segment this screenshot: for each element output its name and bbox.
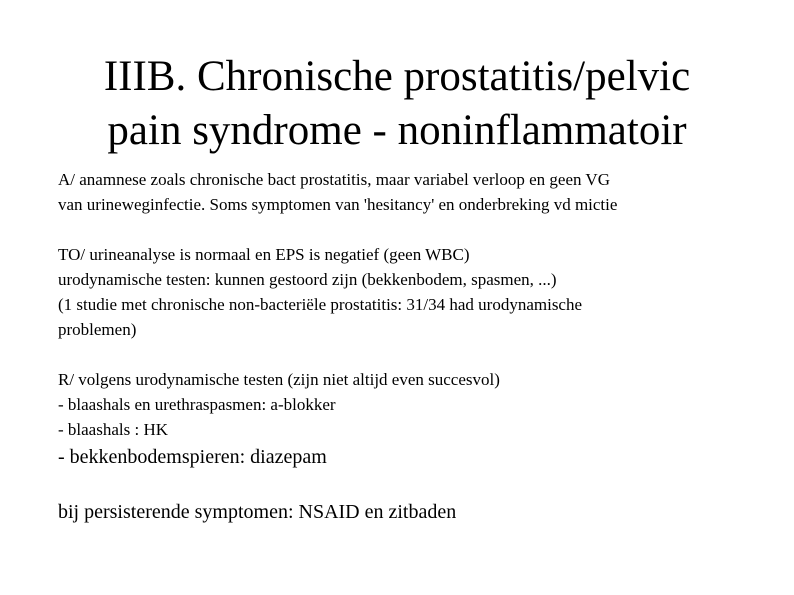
anamnese-line-2: van urineweginfectie. Soms symptomen van 'hesitancy' en onderbreking vd mictie (58, 195, 618, 214)
behandeling-line-2: - blaashals en urethraspasmen: a-blokker (58, 395, 336, 414)
behandeling-line-1: R/ volgens urodynamische testen (zijn niet altijd even succesvol) (58, 370, 500, 389)
slide-body (58, 167, 778, 527)
onderzoek-line-2: urodynamische testen: kunnen gestoord zijn (bekkenbodem, spasmen, ...) (58, 270, 557, 289)
slide-title-line-1: IIIB. Chronische prostatitis/pelvic (103, 53, 691, 100)
anamnese-line-1: A/ anamnese zoals chronische bact prostatitis, maar variabel verloop en geen VG (58, 170, 610, 189)
onderzoek-line-4: problemen) (58, 320, 137, 339)
paragraph-spacer (58, 472, 778, 497)
slide-title (40, 50, 754, 158)
onderzoek-line-1: TO/ urineanalyse is normaal en EPS is negatief (geen WBC) (58, 245, 470, 264)
behandeling-line-4: - bekkenbodemspieren: diazepam (58, 446, 327, 468)
slide-title-line-2: pain syndrome - noninflammatoir (107, 107, 687, 154)
behandeling-line-3: - blaashals : HK (58, 420, 169, 439)
paragraph-spacer (58, 342, 778, 367)
persisterend-line: bij persisterende symptomen: NSAID en zitbaden (58, 501, 457, 523)
paragraph-spacer (58, 217, 778, 242)
onderzoek-line-3: (1 studie met chronische non-bacteriële prostatitis: 31/34 had urodynamische (58, 295, 583, 314)
